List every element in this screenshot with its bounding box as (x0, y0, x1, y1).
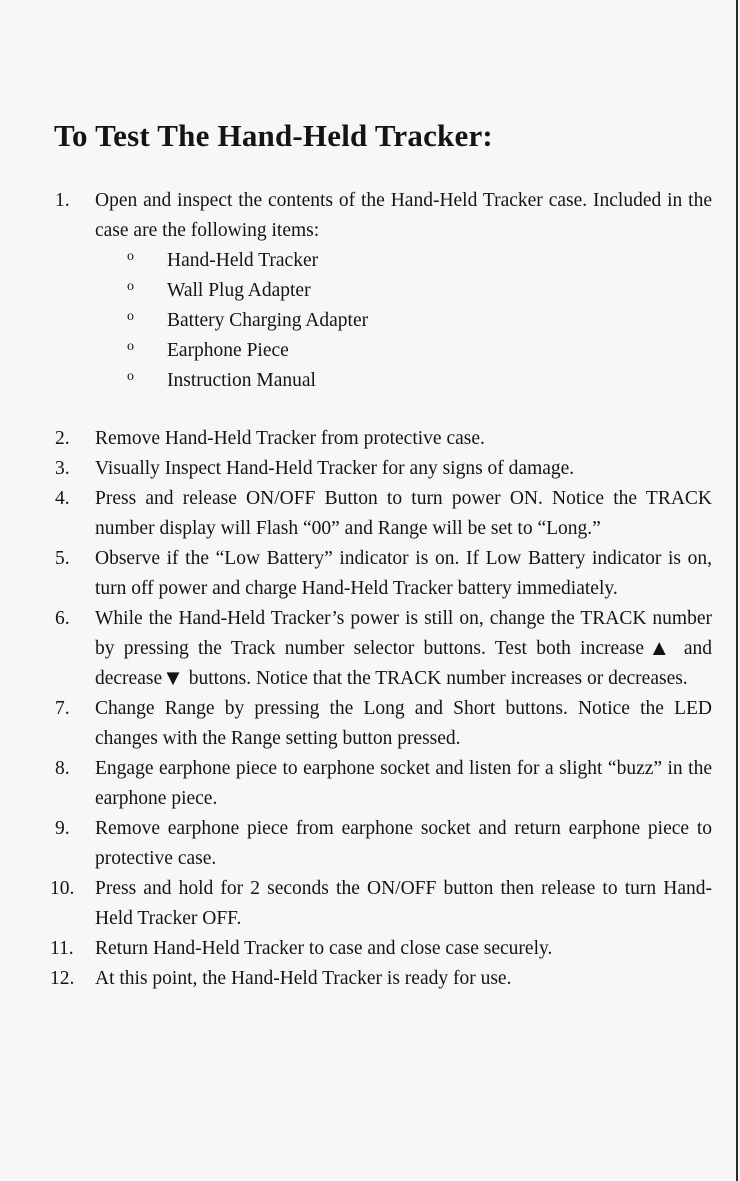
step-text: Press and hold for 2 seconds the ON/OFF button then release to turn Hand-Held Tracker OFF. (95, 878, 712, 929)
steps-list (50, 186, 712, 994)
step-number: 5. (55, 548, 70, 569)
step-text-a: While the Hand-Held Tracker’s power is still on, change the TRACK number by pressing the Track number selector buttons. Test both increase (95, 608, 712, 659)
step-number: 12. (50, 968, 75, 989)
step-3 (50, 454, 712, 484)
step-text: Change Range by pressing the Long and Short buttons. Notice the LED changes with the Range setting button pressed. (95, 698, 712, 749)
step-number: 7. (55, 698, 70, 719)
step-text: Remove Hand-Held Tracker from protective case. (95, 428, 485, 449)
step-text: Open and inspect the contents of the Hand-Held Tracker case. Included in the case are the following items: (95, 190, 712, 241)
spacer (50, 396, 712, 424)
list-item: o Hand-Held Tracker (127, 246, 712, 276)
bullet-circle-icon: o (127, 369, 134, 384)
step-text: Return Hand-Held Tracker to case and close case securely. (95, 938, 553, 959)
list-item: o Battery Charging Adapter (127, 306, 712, 336)
bullet-circle-icon: o (127, 249, 134, 264)
step-10 (50, 874, 712, 934)
step-number: 10. (50, 878, 75, 899)
step-text-b: and decrease (95, 638, 713, 689)
step-text: Engage earphone piece to earphone socket and listen for a slight “buzz” in the earphone piece. (95, 758, 712, 809)
step-text: Remove earphone piece from earphone socket and return earphone piece to protective case. (95, 818, 712, 869)
step-8 (50, 754, 712, 814)
step-number: 3. (55, 458, 70, 479)
down-triangle-icon: ▼ (162, 665, 184, 690)
list-item: o Earphone Piece (127, 336, 712, 366)
step-5 (50, 544, 712, 604)
step-text: Visually Inspect Hand-Held Tracker for any signs of damage. (95, 458, 575, 479)
step-4 (50, 484, 712, 544)
step-number: 11. (50, 938, 74, 959)
step-1 (50, 186, 712, 396)
step-number: 6. (55, 608, 70, 629)
list-item: o Wall Plug Adapter (127, 276, 712, 306)
case-contents-list (95, 246, 712, 396)
page-title: To Test The Hand-Held Tracker: (54, 118, 493, 153)
step-6 (50, 604, 712, 694)
step-2 (50, 424, 712, 454)
step-number: 1. (55, 190, 70, 211)
bullet-circle-icon: o (127, 339, 134, 354)
step-text: Press and release ON/OFF Button to turn power ON. Notice the TRACK number display will Flash “00” and Range will be set to “Long.” (95, 488, 712, 539)
step-12 (50, 964, 712, 994)
step-number: 4. (55, 488, 70, 509)
step-7 (50, 694, 712, 754)
step-number: 2. (55, 428, 70, 449)
step-number: 8. (55, 758, 70, 779)
step-number: 9. (55, 818, 70, 839)
bullet-circle-icon: o (127, 309, 134, 324)
step-text: Observe if the “Low Battery” indicator is on. If Low Battery indicator is on, turn off power and charge Hand-Held Tracker battery immediately. (95, 548, 712, 599)
bullet-circle-icon: o (127, 279, 134, 294)
step-11 (50, 934, 712, 964)
up-triangle-icon: ▲ (644, 635, 675, 660)
step-9 (50, 814, 712, 874)
list-item: o Instruction Manual (127, 366, 712, 396)
step-text: At this point, the Hand-Held Tracker is ready for use. (95, 968, 512, 989)
step-text-c: buttons. Notice that the TRACK number increases or decreases. (183, 668, 688, 689)
